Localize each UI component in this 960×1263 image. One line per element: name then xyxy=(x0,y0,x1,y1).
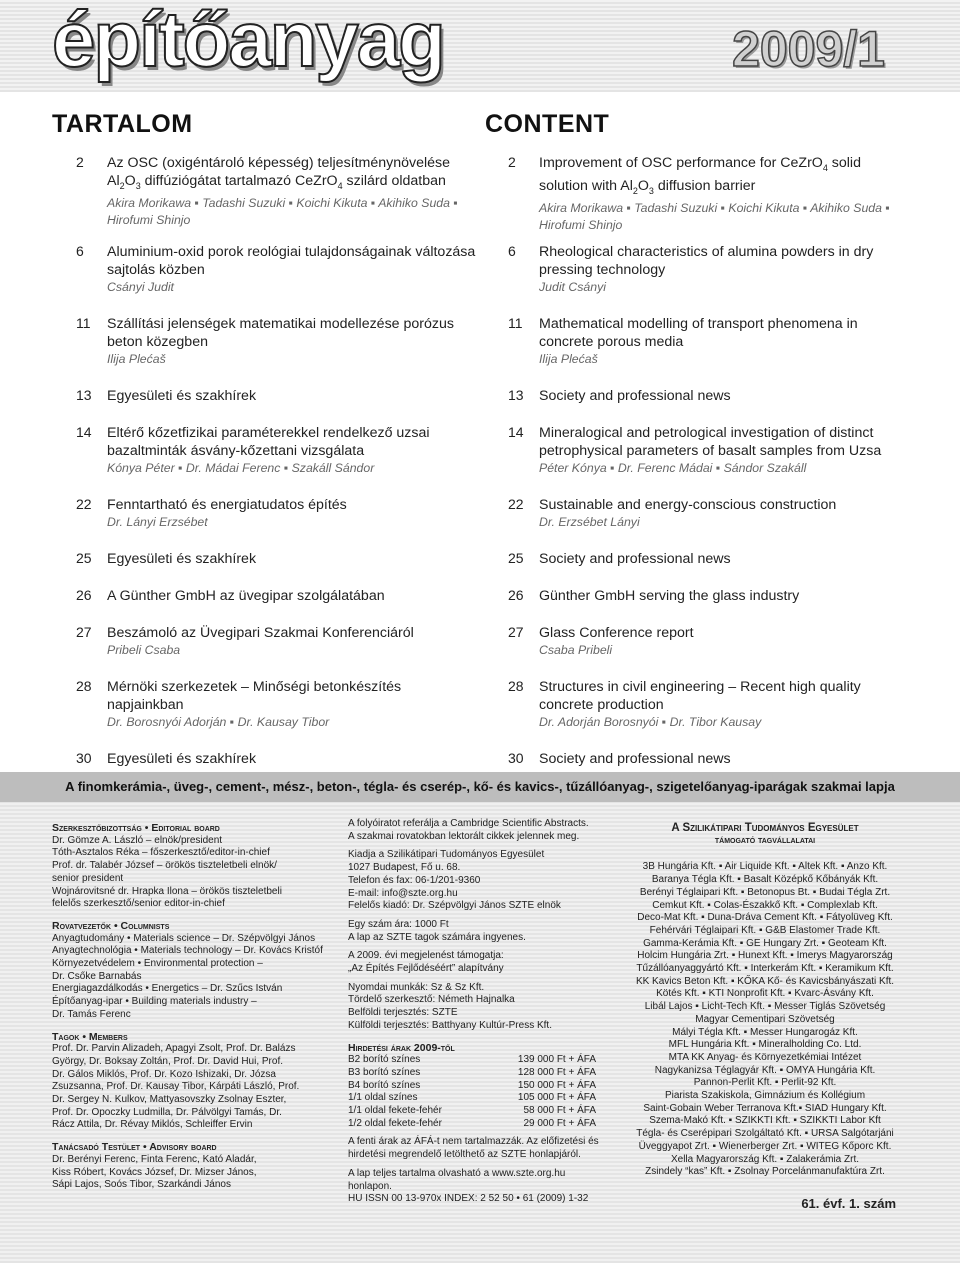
toc-page-number: 28 xyxy=(508,678,524,694)
members-subheading: támogató tagvállalatai xyxy=(714,834,816,846)
text-line: hirdetési megrendelő letölthető az SZTE honlapjáról. xyxy=(348,1149,581,1161)
text-line: A szakmai rovatokban lektorált cikkek jelennek meg. xyxy=(348,830,580,842)
ad-type: B4 borító színes xyxy=(348,1079,421,1091)
toc-article-title: Beszámoló az Üvegipari Szakmai Konferenciáról xyxy=(107,625,414,641)
toc-page-number: 13 xyxy=(76,387,92,403)
issue-label: 2009/1 xyxy=(732,21,885,77)
ad-price: 139 000 Ft + ÁFA xyxy=(517,1054,596,1066)
toc-authors: Judit Csányi xyxy=(539,280,606,294)
text-line: Wojnárovitsné dr. Hrapka Ilona – örökös tiszteletbeli xyxy=(52,885,282,897)
text-line: Felelős kiadó: Dr. Szépvölgyi János SZTE elnök xyxy=(348,900,561,912)
toc-authors: Akira Morikawa ▪ Tadashi Suzuki ▪ Koichi Kikuta ▪ Akihiko Suda ▪ Hirofumi Shinjo xyxy=(107,195,458,227)
toc-page-number: 2 xyxy=(76,154,84,170)
text-line: Prof. dr. Talabér József – örökös tiszteletbeli elnök/ xyxy=(52,860,277,872)
toc-page-number: 22 xyxy=(508,496,524,512)
text-line: Dr. Csőke Barnabás xyxy=(52,970,142,982)
text-line: E-mail: info@szte.org.hu xyxy=(348,887,458,899)
toc-article-title: Aluminium-oxid porok reológiai tulajdonságainak változása sajtolás közben xyxy=(107,244,476,278)
journal-title: építőanyag xyxy=(52,0,444,83)
toc-page-number: 14 xyxy=(76,424,92,440)
ad-type: B2 borító színes xyxy=(348,1054,421,1066)
member-company-line: Mályi Tégla Kft. ▪ Messer Hungarogáz Kft. xyxy=(672,1026,858,1038)
publisher-info-column xyxy=(348,818,608,1206)
text-line: Anyagtudomány • Materials science – Dr. Szépvölgyi János xyxy=(52,932,316,944)
toc-page-number: 14 xyxy=(508,424,524,440)
text-line: Tóth-Asztalos Réka – főszerkesztő/editor-in-chief xyxy=(52,847,270,859)
text-line: Dr. Gömze A. László – elnök/president xyxy=(52,834,223,846)
text-line: Kiss Róbert, Kovács József, Dr. Mizser János, xyxy=(52,1166,257,1178)
toc-article-title: Mérnöki szerkezetek – Minőségi betonkészítés napjainkban xyxy=(107,679,402,713)
text-line: Sápi Lajos, Soós Tibor, Szarkándi János xyxy=(52,1179,231,1191)
volume-issue-number: 61. évf. 1. szám xyxy=(801,1196,896,1211)
section-heading: Tanácsadó Testület • Advisory board xyxy=(52,1141,217,1154)
member-company-line: 3B Hungária Kft. ▪ Air Liquide Kft. ▪ Altek Kft. ▪ Anzo Kft. xyxy=(642,861,888,873)
text-line: senior president xyxy=(52,872,124,884)
member-company-line: Tűzállóanyaggyártó Kft. ▪ Interkerám Kft. ▪ Keramikum Kft. xyxy=(636,963,894,975)
member-company-line: Baranya Tégla Kft. ▪ Basalt Középkő Kőbányák Kft. xyxy=(651,874,879,886)
text-line: A lap az SZTE tagok számára ingyenes. xyxy=(348,931,526,943)
toc-authors: Ilija Plećaš xyxy=(107,352,166,366)
text-line: Környezetvédelem • Environmental protection – xyxy=(52,958,263,970)
toc-authors: Akira Morikawa ▪ Tadashi Suzuki ▪ Koichi Kikuta ▪ Akihiko Suda ▪ Hirofumi Shinjo xyxy=(539,200,890,232)
ad-price-row xyxy=(348,1118,596,1131)
text-line: Dr. Sergey N. Kulkov, Mattyasovszky Zsolnay Eszter, xyxy=(52,1094,287,1106)
supporting-members-column xyxy=(620,822,910,1179)
text-line: Energiagazdálkodás • Energetics – Dr. Szűcs István xyxy=(52,983,283,995)
toc-page-number: 30 xyxy=(508,750,524,766)
toc-authors: Dr. Adorján Borosnyói ▪ Dr. Tibor Kausay xyxy=(539,715,762,729)
ad-type: 1/1 oldal fekete-fehér xyxy=(348,1105,442,1117)
member-company-line: Üveggyapot Zrt. ▪ Wienerberger Zrt. ▪ WITEG Kőporc Kft. xyxy=(638,1140,892,1152)
text-line: Dr. Berényi Ferenc, Finta Ferenc, Kató Aladár, xyxy=(52,1153,257,1165)
member-company-line: Xella Magyarország Kft. ▪ Zalakerámia Zrt. xyxy=(670,1153,860,1165)
member-company-line: Kötés Kft. ▪ KTI Nonprofit Kft. ▪ Kvarc-Ásvány Kft. xyxy=(656,988,874,1000)
ad-price: 29 000 Ft + ÁFA xyxy=(523,1117,596,1129)
member-company-line: Deco-Mat Kft. ▪ Duna-Dráva Cement Kft. ▪ Fátyolüveg Kft. xyxy=(637,912,893,924)
text-line: Prof. Dr. Parvin Alizadeh, Apagyi Zsolt, Prof. Dr. Balázs xyxy=(52,1043,296,1055)
toc-page-number: 26 xyxy=(508,587,524,603)
toc-article-title: Mathematical modelling of transport phenomena in concrete porous media xyxy=(539,316,858,350)
ad-price-row xyxy=(348,1105,596,1118)
ad-price-row xyxy=(348,1092,596,1105)
toc-authors: Dr. Borosnyói Adorján ▪ Dr. Kausay Tibor xyxy=(107,715,330,729)
text-line: Dr. Gálos Miklós, Prof. Dr. Kozo Ishizaki, Dr. Józsa xyxy=(52,1068,276,1080)
member-company-line: KK Kavics Beton Kft. ▪ KŐKA Kő- és Kavicsbányászati Kft. xyxy=(635,975,895,987)
ad-type: 1/1 oldal színes xyxy=(348,1092,418,1104)
text-line: Külföldi terjesztés: Batthyany Kultúr-Press Kft. xyxy=(348,1019,552,1031)
toc-authors: Pribeli Csaba xyxy=(107,643,181,657)
text-line: Dr. Tamás Ferenc xyxy=(52,1008,131,1020)
toc-authors: Péter Kónya ▪ Dr. Ferenc Mádai ▪ Sándor Szakáll xyxy=(539,461,807,475)
text-line: Nyomdai munkák: Sz & Sz Kft. xyxy=(348,981,485,993)
text-line: Telefon és fax: 06-1/201-9360 xyxy=(348,874,481,886)
text-line: Építőanyag-ipar • Building materials industry – xyxy=(52,996,257,1008)
section-heading: Rovatvezetők • Columnists xyxy=(52,919,170,932)
section-heading: Tagok • Members xyxy=(52,1030,128,1043)
ad-price: 105 000 Ft + ÁFA xyxy=(517,1092,596,1104)
toc-page-number: 11 xyxy=(508,315,523,331)
ad-type: 1/2 oldal fekete-fehér xyxy=(348,1117,442,1129)
toc-article-title: Glass Conference report xyxy=(539,625,694,641)
text-line: Rácz Attila, Dr. Révay Miklós, Schleiffer Ervin xyxy=(52,1119,253,1131)
toc-page-number: 30 xyxy=(76,750,92,766)
toc-article-title: Rheological characteristics of alumina powders in dry pressing technology xyxy=(539,244,874,278)
toc-article-title: Egyesületi és szakhírek xyxy=(107,551,257,567)
text-line: Belföldi terjesztés: SZTE xyxy=(348,1007,458,1019)
toc-article-title: Sustainable and energy-conscious construction xyxy=(539,497,837,513)
toc-authors: Ilija Plećaš xyxy=(539,352,598,366)
text-line: A 2009. évi megjelenést támogatja: xyxy=(348,950,504,962)
toc-page-number: 25 xyxy=(76,550,92,566)
toc-authors: Dr. Lányi Erzsébet xyxy=(107,515,208,529)
member-company-line: Holcim Hungária Zrt. ▪ Hunext Kft. ▪ Imerys Magyarország xyxy=(637,950,893,962)
text-line: Anyagtechnológia • Materials technology – Dr. Kovács Kristóf xyxy=(52,945,323,957)
member-company-line: Libál Lajos ▪ Licht-Tech Kft. ▪ Messer Tiglás Szövetség xyxy=(644,1001,886,1013)
toc-authors: Kónya Péter ▪ Dr. Mádai Ferenc ▪ Szakáll Sándor xyxy=(107,461,375,475)
member-company-line: Fehérvári Téglaipari Kft. ▪ G&B Elastomer Trade Kft. xyxy=(649,924,881,936)
toc-authors: Dr. Erzsébet Lányi xyxy=(539,515,640,529)
toc-page-number: 25 xyxy=(508,550,524,566)
text-line: HU ISSN 00 13-970x INDEX: 2 52 50 • 61 (2009) 1-32 xyxy=(348,1193,589,1205)
toc-article-title: Egyesületi és szakhírek xyxy=(107,388,257,404)
toc-article-title: Günther GmbH serving the glass industry xyxy=(539,588,800,604)
member-company-line: Zsindely “kas” Kft. ▪ Zsolnay Porcelánmanufaktúra Zrt. xyxy=(645,1166,885,1178)
en-contents-heading: CONTENT xyxy=(485,110,610,138)
member-company-line: Piarista Szakiskola, Gimnázium és Kollégium xyxy=(664,1090,866,1102)
toc-article-title: Az OSC (oxigéntároló képesség) teljesítménynövelése $Al_2O_3$ diffúziógátat tartalmazó CeZrO$_4$ szilárd oldatban xyxy=(107,155,451,191)
toc-page-number: 28 xyxy=(76,678,92,694)
toc-page-number: 6 xyxy=(508,243,516,259)
ad-type: B3 borító színes xyxy=(348,1066,421,1078)
toc-article-title: Society and professional news xyxy=(539,551,731,567)
toc-page-number: 27 xyxy=(508,624,524,640)
toc-page-number: 26 xyxy=(76,587,92,603)
toc-article-title: Fenntartható és energiatudatos építés xyxy=(107,497,347,513)
text-line: felelős szerkesztő/senior editor-in-chief xyxy=(52,898,225,910)
masthead xyxy=(0,0,960,92)
text-line: „Az Építés Fejlődéséért” alapítvány xyxy=(348,963,504,975)
ad-price: 128 000 Ft + ÁFA xyxy=(517,1066,596,1078)
toc-page-number: 2 xyxy=(508,154,516,170)
subtitle-banner xyxy=(0,772,960,802)
text-line: György, Dr. Boksay Zoltán, Prof. Dr. David Hui, Prof. xyxy=(52,1055,284,1067)
toc-article-title: Structures in civil engineering – Recent high quality concrete production xyxy=(539,679,861,713)
banner-text: A finomkerámia-, üveg-, cement-, mész-, beton-, tégla- és cserép-, kő- és kavics-, tűzállóanyag-, szigetelőanyag-iparágak szakmai lapja xyxy=(65,779,895,794)
member-company-line: MFL Hungária Kft. ▪ Mineralholding Co. Ltd. xyxy=(668,1039,862,1051)
hu-contents-heading: TARTALOM xyxy=(52,110,193,138)
ad-price-row xyxy=(348,1080,596,1093)
member-company-line: Cemkut Kft. ▪ Colas-Északkő Kft. ▪ Complexlab Kft. xyxy=(652,899,878,911)
member-company-line: MTA KK Anyag- és Környezetkémiai Intézet xyxy=(668,1051,862,1063)
ad-price: 58 000 Ft + ÁFA xyxy=(523,1105,596,1117)
member-company-line: Tégla- és Cserépipari Szolgáltató Kft. ▪ URSA Salgótarjáni xyxy=(636,1128,894,1140)
text-line: A lap teljes tartalma olvasható a www.szte.org.hu honlapon. xyxy=(348,1167,566,1192)
toc-page-number: 22 xyxy=(76,496,92,512)
member-company-line: Berényi Téglaipari Kft. ▪ Betonopus Bt. ▪ Budai Tégla Zrt. xyxy=(639,886,891,898)
ad-price-row xyxy=(348,1054,596,1067)
toc-page-number: 27 xyxy=(76,624,92,640)
toc-article-title: Society and professional news xyxy=(539,751,731,767)
member-company-line: Pannon-Perlit Kft. ▪ Perlit-92 Kft. xyxy=(693,1077,837,1089)
toc-article-title: Szállítási jelenségek matematikai modellezése porózus beton közegben xyxy=(107,316,454,350)
text-line: Egy szám ára: 1000 Ft xyxy=(348,918,449,930)
text-line: A folyóiratot referálja a Cambridge Scientific Abstracts. xyxy=(348,818,589,829)
toc-article-title: Society and professional news xyxy=(539,388,731,404)
text-line: Kiadja a Szilikátipari Tudományos Egyesület xyxy=(348,849,545,861)
text-line: Tördelő szerkesztő: Németh Hajnalka xyxy=(348,994,515,1006)
member-company-line: Szema-Makó Kft. ▪ SZIKKTI Kft. ▪ SZIKKTI Labor Kft xyxy=(649,1115,881,1127)
toc-authors: Csányi Judit xyxy=(107,280,174,294)
text-line: Prof. Dr. Opoczky Ludmilla, Dr. Pálvölgyi Tamás, Dr. xyxy=(52,1106,282,1118)
text-line: Zsuzsanna, Prof. Dr. Kausay Tibor, Kárpáti László, Prof. xyxy=(52,1081,300,1093)
toc-page-number: 6 xyxy=(76,243,84,259)
section-heading: Szerkesztőbizottság • Editorial board xyxy=(52,822,220,834)
toc-article-title: Improvement of OSC performance for CeZrO$_4$ solid solution with $Al_2O_3$ diffusion barrier xyxy=(539,155,861,196)
section-heading: Hirdetési árak 2009-től xyxy=(348,1041,455,1054)
editorial-board-column xyxy=(52,822,342,1192)
member-company-line: Magyar Cementipari Szövetség xyxy=(695,1013,835,1025)
ad-price: 150 000 Ft + ÁFA xyxy=(517,1079,596,1091)
text-line: 1027 Budapest, Fő u. 68. xyxy=(348,862,461,874)
member-company-line: Saint-Gobain Weber Terranova Kft.▪ SIAD Hungary Kft. xyxy=(643,1102,887,1114)
text-line: A fenti árak az ÁFÁ-t nem tartalmazzák. Az előfizetési és xyxy=(348,1136,599,1148)
member-company-line: Gamma-Kerámia Kft. ▪ GE Hungary Zrt. ▪ Geoteam Kft. xyxy=(643,937,887,949)
toc-page-number: 13 xyxy=(508,387,524,403)
members-heading: A Szilikátipari Tudományos Egyesület xyxy=(671,822,859,834)
toc-article-title: Egyesületi és szakhírek xyxy=(107,751,257,767)
toc-authors: Csaba Pribeli xyxy=(539,643,613,657)
toc-article-title: Eltérő kőzetfizikai paraméterekkel rendelkező uzsai bazaltminták ásvány-kőzettani vizsgálata xyxy=(107,425,430,459)
member-company-line: Nagykanizsa Téglagyár Kft. ▪ OMYA Hungária Kft. xyxy=(654,1064,876,1076)
ad-price-row xyxy=(348,1067,596,1080)
toc-article-title: A Günther GmbH az üvegipar szolgálatában xyxy=(107,588,385,604)
toc-page-number: 11 xyxy=(76,315,91,331)
toc-article-title: Mineralogical and petrological investigation of distinct petrophysical parameters of basalt samples from Uzsa xyxy=(539,425,882,459)
